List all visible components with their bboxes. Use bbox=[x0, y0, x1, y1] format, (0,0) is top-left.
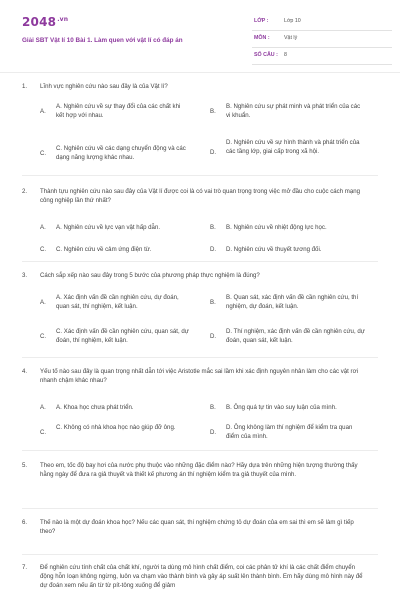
option-text: C. Xác định vấn đề cần nghiên cứu, quan sát, dự đoán, thí nghiệm, kết luận. bbox=[56, 328, 189, 344]
option-text: B. Quan sát, xác định vấn đề cần nghiên cứu, thí nghiệm, dự đoán, kết luận. bbox=[226, 294, 359, 310]
option-text: A. Nghiên cứu về sự thay đổi của các chất khi kết hợp với nhau. bbox=[56, 103, 181, 119]
question-text: Thành tựu nghiên cứu nào sau đây của Vật lí được coi là có vai trò quan trọng trong việc mở đầu cho cuộc cách mạng công nghiệp lần thứ nhất? bbox=[40, 188, 361, 204]
option-text: C. Không có nhà khoa học nào giúp đỡ ông. bbox=[56, 424, 176, 431]
option-letter: B. bbox=[210, 224, 216, 231]
question-number: 7. bbox=[22, 564, 28, 571]
option-text: B. Nghiên cứu sự phát minh và phát triển của các vi khuẩn. bbox=[226, 103, 361, 119]
question-text: Yếu tố nào sau đây là quan trọng nhất dẫn tới việc Aristotle mắc sai lầm khi xác định nguyên nhân làm cho các vật rơi nhanh chậm khác nhau? bbox=[40, 368, 358, 384]
question-text: Lĩnh vực nghiên cứu nào sau đây là của Vật lí? bbox=[40, 83, 168, 90]
question-text: Để nghiên cứu tính chất của chất khí, người ta dùng mô hình chất điểm, coi các phân tử khí là các chất điểm chuyển động hỗn loạn không ngừng, luôn va chạm vào thành bình và gây áp suất lên thành bình. Em hãy dùng mô hình này để dự đoán xem nếu ấn từ từ pít-tông xuống để giảm bbox=[40, 564, 363, 589]
meta-value: 8 bbox=[284, 52, 287, 58]
question-number: 4. bbox=[22, 368, 28, 375]
option-text: D. Ông không làm thí nghiệm để kiểm tra quan điểm của mình. bbox=[226, 424, 353, 440]
option-letter: D. bbox=[210, 333, 217, 340]
option-text: A. Xác định vấn đề cần nghiên cứu, dự đoán, quan sát, thí nghiệm, kết luận. bbox=[56, 294, 179, 310]
logo-suffix: .vn bbox=[57, 16, 69, 23]
question-number: 5. bbox=[22, 462, 28, 469]
header-divider bbox=[0, 72, 400, 73]
meta-row-grade bbox=[252, 14, 392, 31]
option-letter: D. bbox=[210, 429, 217, 436]
option-letter: A. bbox=[40, 108, 46, 115]
document-title: Giải SBT Vật lí 10 Bài 1. Làm quen với vật lí có đáp án bbox=[22, 37, 183, 44]
meta-value: Lớp 10 bbox=[284, 18, 301, 24]
option-text: D. Nghiên cứu về sự hình thành và phát triển của các tầng lớp, giai cấp trong xã hội. bbox=[226, 139, 360, 155]
option-letter: D. bbox=[210, 149, 217, 156]
question-number: 3. bbox=[22, 272, 28, 279]
meta-row-subject bbox=[252, 31, 392, 48]
meta-value: Vật lý bbox=[284, 35, 298, 41]
option-letter: C. bbox=[40, 429, 47, 436]
question-text: Thế nào là một dự đoán khoa học? Nếu các quan sát, thí nghiệm chứng tỏ dự đoán của em sai thì em sẽ làm gì tiếp theo? bbox=[40, 519, 354, 535]
question-number: 2. bbox=[22, 188, 28, 195]
option-letter: A. bbox=[40, 299, 46, 306]
site-logo[interactable] bbox=[22, 15, 68, 29]
option-text: B. Ông quá tự tin vào suy luận của mình. bbox=[226, 404, 337, 411]
option-text: C. Nghiên cứu về các dạng chuyển động và các dạng năng lượng khác nhau. bbox=[56, 145, 186, 161]
option-letter: C. bbox=[40, 333, 47, 340]
meta-label: SỐ CÂU : bbox=[254, 52, 278, 58]
question-divider bbox=[22, 554, 378, 555]
option-letter: C. bbox=[40, 150, 47, 157]
option-letter: A. bbox=[40, 224, 46, 231]
option-letter: B. bbox=[210, 299, 216, 306]
question-text: Cách sắp xếp nào sau đây trong 5 bước của phương pháp thực nghiệm là đúng? bbox=[40, 272, 260, 279]
question-divider bbox=[22, 175, 378, 176]
option-letter: B. bbox=[210, 404, 216, 411]
question-divider bbox=[22, 357, 378, 358]
option-text: D. Thí nghiệm, xác định vấn đề cần nghiên cứu, dự đoán, quan sát, kết luận. bbox=[226, 328, 365, 344]
meta-label: MÔN : bbox=[254, 35, 270, 41]
question-divider bbox=[22, 450, 378, 451]
option-letter: C. bbox=[40, 246, 47, 253]
header bbox=[0, 0, 400, 66]
option-text: A. Nghiên cứu về lực vạn vật hấp dẫn. bbox=[56, 224, 161, 231]
question-number: 1. bbox=[22, 83, 28, 90]
option-text: C. Nghiên cứu về cảm ứng điện từ. bbox=[56, 246, 152, 253]
meta-info bbox=[252, 14, 392, 65]
option-text: A. Khoa học chưa phát triển. bbox=[56, 404, 134, 411]
question-text: Theo em, tốc độ bay hơi của nước phụ thuộc vào những đặc điểm nào? Hãy dựa trên những hiện tượng thường thấy hằng ngày để đưa ra giả thuyết và thiết kế phương án thí nghiệm kiểm tra giả thuyết của mình. bbox=[40, 462, 358, 478]
question-number: 6. bbox=[22, 519, 28, 526]
logo-text: 2048 bbox=[22, 15, 57, 29]
question-divider bbox=[22, 261, 378, 262]
option-text: D. Nghiên cứu về thuyết tương đối. bbox=[226, 246, 322, 253]
option-letter: D. bbox=[210, 246, 217, 253]
option-letter: A. bbox=[40, 404, 46, 411]
meta-row-count bbox=[252, 48, 392, 65]
question-divider bbox=[22, 508, 378, 509]
option-text: B. Nghiên cứu về nhiệt động lực học. bbox=[226, 224, 327, 231]
meta-label: LỚP : bbox=[254, 18, 269, 24]
option-letter: B. bbox=[210, 108, 216, 115]
